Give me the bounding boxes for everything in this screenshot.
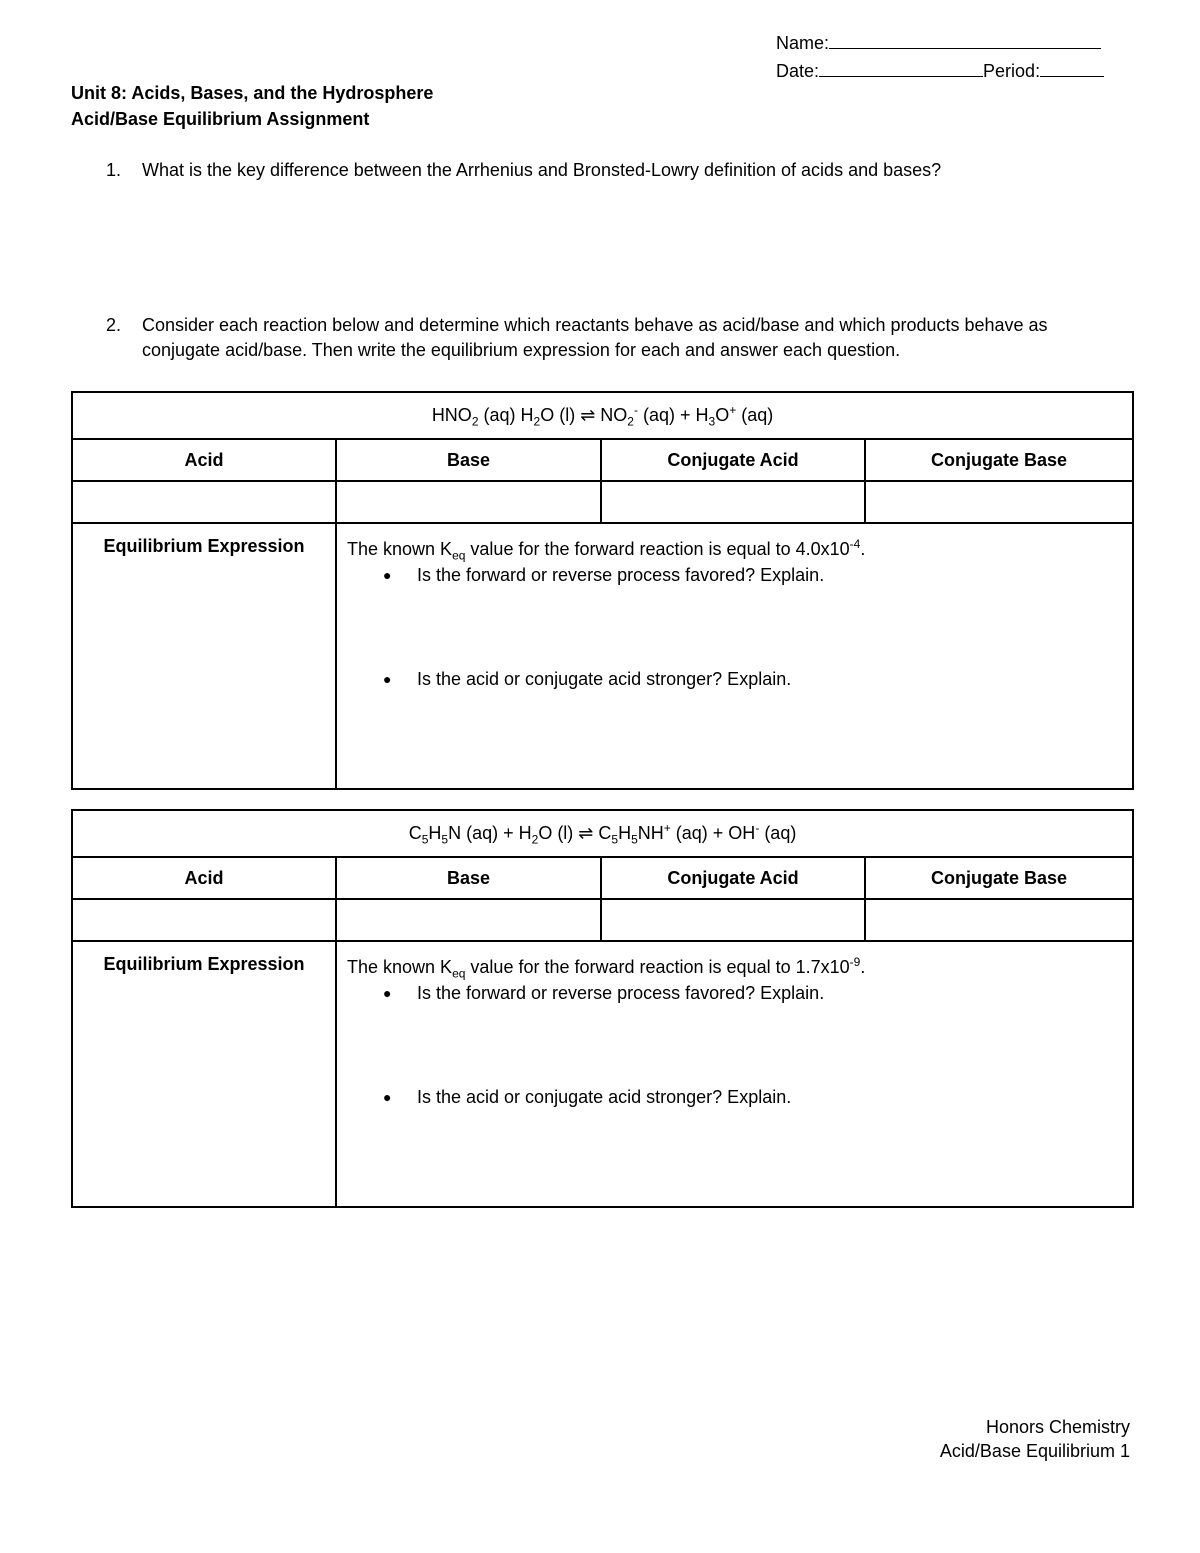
keq-statement: The known $K_{eq}$ value for the forward reaction is equal to $4.0x10^{-4}$. [347,537,866,563]
answer-conjugate-base[interactable] [865,899,1133,941]
answer-base[interactable] [336,899,601,941]
bullet-icon: ● [383,985,392,1001]
question-text-line: Consider each reaction below and determine which reactants behave as acid/base and which products behave as [142,315,1048,335]
answer-base[interactable] [336,481,601,523]
page-footer [940,1415,1130,1463]
equilibrium-expression-label: Equilibrium Expression [72,523,336,789]
header-conjugate-base: Conjugate Base [865,857,1133,899]
keq-statement: The known $K_{eq}$ value for the forward reaction is equal to $1.7x10^{-9}$. [347,955,866,981]
header-conjugate-acid: Conjugate Acid [601,857,865,899]
answer-conjugate-base[interactable] [865,481,1133,523]
bullet-icon: ● [383,567,392,583]
date-period-line [776,57,1104,85]
bullet-acid-strength: ● Is the acid or conjugate acid stronger? Explain. [347,1084,1132,1110]
bullet-forward-reverse: ● Is the forward or reverse process favored? Explain. [347,980,1132,1006]
answer-acid[interactable] [72,899,336,941]
name-field[interactable] [829,29,1101,49]
question-number: 2. [106,315,122,335]
bullet-forward-reverse: ● Is the forward or reverse process favored? Explain. [347,562,1132,588]
answer-acid[interactable] [72,481,336,523]
bullet-icon: ● [383,1089,392,1105]
bullet-icon: ● [383,671,392,687]
question-2 [106,313,1146,365]
header-conjugate-base: Conjugate Base [865,439,1133,481]
assignment-title: Acid/Base Equilibrium Assignment [71,109,370,129]
page-label: Acid/Base Equilibrium 1 [939,1441,1130,1461]
header-acid: Acid [72,439,336,481]
date-field[interactable] [819,57,983,77]
period-label: Period: [983,61,1041,81]
answer-conjugate-acid[interactable] [601,481,865,523]
date-label: Date: [776,61,820,81]
period-field[interactable] [1040,57,1104,77]
reaction-equation: $HNO_2$ (aq) $H_2O$ (l) ⇌ $NO_2^-$ $(aq) + H_3O^+$ (aq) [72,392,1133,439]
header-base: Base [336,857,601,899]
question-1 [106,158,1146,184]
question-text [142,313,1048,363]
header-acid: Acid [72,857,336,899]
keq-question-cell[interactable] [336,523,1133,789]
bullet-acid-strength: ● Is the acid or conjugate acid stronger? Explain. [347,666,1132,692]
unit-title: Unit 8: Acids, Bases, and the Hydrosphere [71,83,434,103]
equilibrium-expression-label: Equilibrium Expression [72,941,336,1207]
question-text: What is the key difference between the Arrhenius and Bronsted-Lowry definition of acids and bases? [142,160,942,180]
student-info-block [776,29,1104,85]
name-label: Name: [776,33,830,53]
question-number: 1. [106,160,122,180]
header-conjugate-acid: Conjugate Acid [601,439,865,481]
reaction-1-table [71,391,1134,790]
reaction-2-table [71,809,1134,1208]
reaction-equation: $C_5H_5N$ $(aq) + H_2O$ (l) ⇌ $C_5H_5NH^+$ (aq) + OH- (aq) [72,810,1133,857]
header-base: Base [336,439,601,481]
name-line [776,29,1104,57]
question-text-line: conjugate acid/base. Then write the equilibrium expression for each and answer each question. [142,340,901,360]
document-title [71,80,433,132]
course-name: Honors Chemistry [985,1417,1130,1437]
keq-question-cell[interactable] [336,941,1133,1207]
answer-conjugate-acid[interactable] [601,899,865,941]
